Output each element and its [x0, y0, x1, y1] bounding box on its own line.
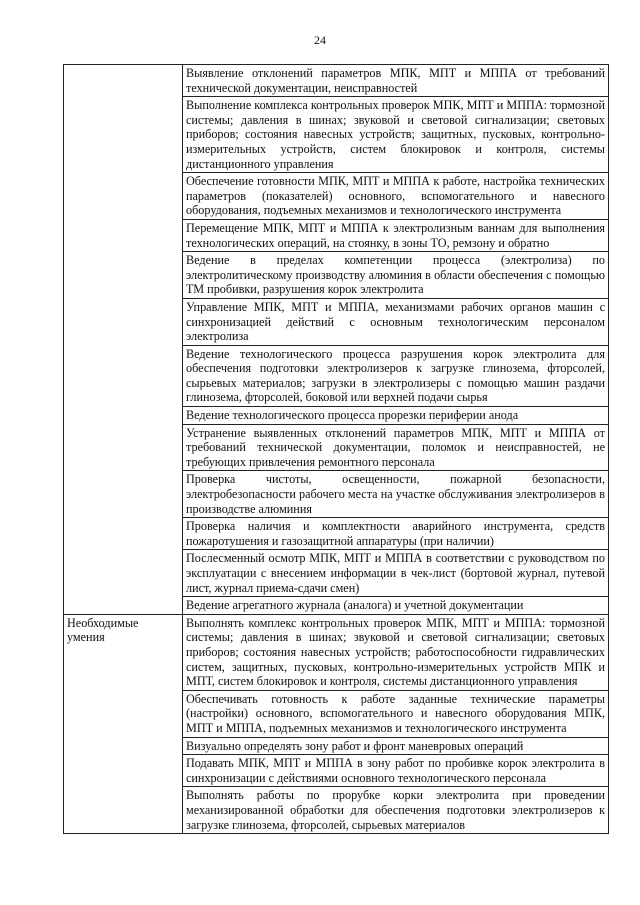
table-cell [183, 518, 609, 550]
table-cell [183, 173, 609, 220]
cell-text: Обеспечение готовности МПК, МПТ и МППА к работе, настройка технических параметров (показателей) основного, вспомогательного и навесного оборудования, подъемных механизмов и технологического инструмента [186, 174, 605, 218]
cell-text: Ведение технологического процесса разрушения корок электролита для обеспечения подготовки электролизеров к загрузке глинозема, фторсолей, сырьевых материалов; загрузки в электролизеры с помощью машин раздачи глинозема, фторсолей, боковой или верхней подачи сырья [186, 346, 605, 405]
cell-text: Подавать МПК, МПТ и МППА в зону работ по пробивке корок электролита в синхронизации с действиями основного технологического персонала [186, 756, 605, 785]
cell-text: Управление МПК, МПТ и МППА, механизмами рабочих органов машин с синхронизацией действий с основным технологическим персоналом электролиза [186, 299, 605, 344]
table-cell [183, 550, 609, 597]
section-label [64, 65, 183, 615]
table-cell [183, 252, 609, 299]
cell-text: Обеспечивать готовность к работе заданные технические параметры (настройки) основного, вспомогательного и навесного оборудования МПК, МПТ и МППА, подъемных механизмов и технологического инструмента [186, 691, 605, 735]
table-cell [183, 690, 609, 737]
requirements-table [63, 64, 609, 834]
cell-text: Ведение агрегатного журнала (аналога) и учетной документации [186, 598, 524, 613]
requirements-table-body [64, 65, 609, 834]
table-cell [183, 737, 609, 755]
cell-text: Проверка чистоты, освещенности, пожарной безопасности, электробезопасности рабочего места на участке обслуживания электролизеров в производстве алюминия [186, 472, 605, 516]
cell-text: Перемещение МПК, МПТ и МППА к электролизным ваннам для выполнения технологических операций, на стоянку, в зоны ТО, ремзону и обратно [186, 220, 605, 250]
table-cell [183, 597, 609, 615]
table-cell [183, 614, 609, 690]
table-cell [183, 407, 609, 425]
table-cell [183, 471, 609, 518]
table-row [64, 614, 609, 690]
cell-text: Выполнять комплекс контрольных проверок МПК, МПТ и МППА: тормозной системы; давления в шинах; звуковой и световой сигнализации; световых приборов; состояния навесных устройств; работоспособности гидравлических систем, защитных, пусковых, контрольно-измерительных устройств МПК и МПТ, систем блокировок и контроля, системы дистанционного управления [186, 615, 605, 689]
table-cell [183, 219, 609, 251]
cell-text: Устранение выявленных отклонений параметров МПК, МПТ и МППА от требований технической документации, поломок и неисправностей, не требующих привлечения ремонтного персонала [186, 425, 605, 469]
section-label: Необходимые умения [64, 614, 183, 833]
table-cell [183, 424, 609, 471]
cell-text: Послесменный осмотр МПК, МПТ и МППА в соответствии с руководством по эксплуатации с внесением информации в чек-лист (бортовой журнал, путевой лист, журнал приема-сдачи смен) [186, 551, 605, 595]
table-cell [183, 755, 609, 787]
table-row [64, 65, 609, 97]
table-cell [183, 97, 609, 173]
cell-text: Выявление отклонений параметров МПК, МПТ и МППА от требований технической документации, неисправностей [186, 66, 605, 95]
table-cell [183, 787, 609, 834]
table-cell [183, 345, 609, 406]
cell-text: Выполнение комплекса контрольных проверок МПК, МПТ и МППА: тормозной системы; давления в шинах; звуковой и световой сигнализации; световых приборов; состояния навесных устройств; защитных, пусковых, контрольно-измерительных устройств, систем блокировок и контроля, системы дистанционного управления [186, 98, 605, 171]
page-number: 24 [314, 33, 326, 47]
table-cell [183, 298, 609, 345]
cell-text: Ведение технологического процесса прорезки периферии анода [186, 408, 519, 423]
table-cell [183, 65, 609, 97]
cell-text: Выполнять работы по прорубке корки электролита при проведении механизированной обработки для обеспечения подготовки электролизеров к загрузке глинозема, фторсолей, сырьевых материалов [186, 788, 605, 832]
cell-text: Ведение в пределах компетенции процесса (электролиза) по электролитическому производству алюминия в области обеспечения с помощью ТМ пробивки, разрушения корок электролита [186, 253, 605, 297]
cell-text: Визуально определять зону работ и фронт маневровых операций [186, 738, 524, 753]
cell-text: Проверка наличия и комплектности аварийного инструмента, средств пожаротушения и газозащитной аппаратуры (при наличии) [186, 519, 605, 548]
